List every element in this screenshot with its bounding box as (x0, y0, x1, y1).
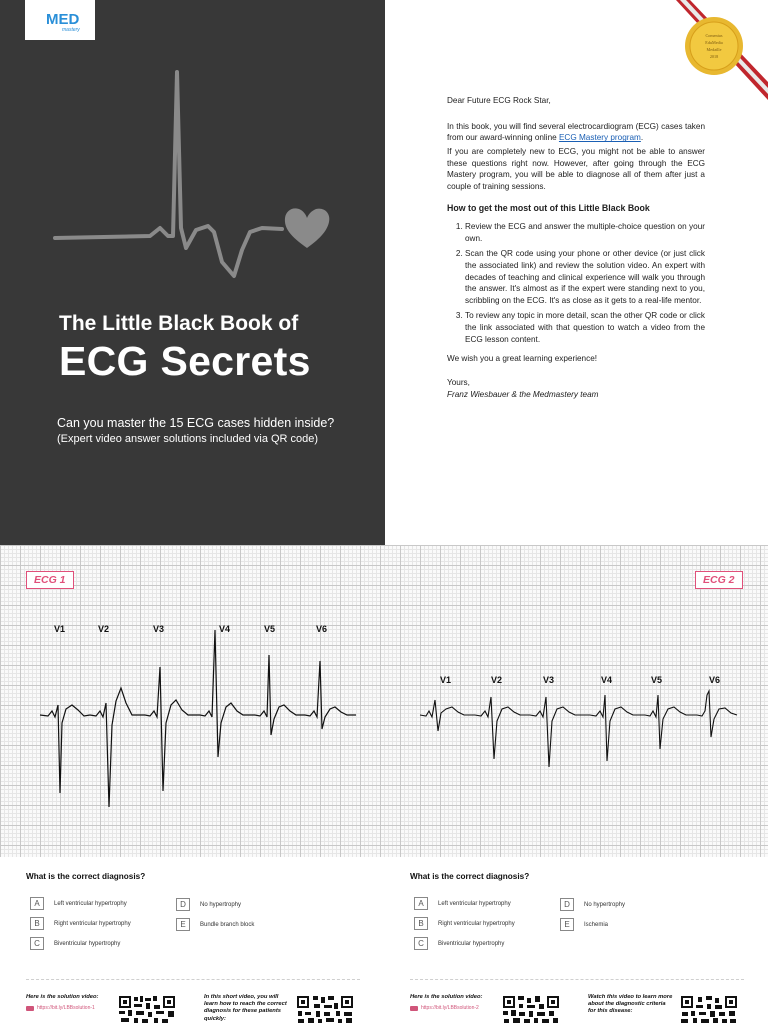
divider (410, 979, 744, 980)
ecg1-lead-label: V3 (153, 624, 165, 634)
option-text: Left ventricular hypertrophy (54, 900, 127, 907)
q2-video-text: Watch this video to learn more about the diagnostic criteria for this disease: (588, 994, 673, 1015)
divider (26, 979, 360, 980)
ecg2-lead-label: V3 (543, 675, 555, 685)
option-text: Left ventricular hypertrophy (438, 900, 511, 907)
steps-list (447, 221, 705, 345)
ecg1-lead-label: V1 (54, 624, 66, 634)
link-text: https://bit.ly/LBBsolution-1 (37, 1005, 95, 1011)
q2-option-d[interactable] (560, 898, 625, 911)
step-item: 3. To review any topic in more detail, scan the other QR code or click the link associated with that question to watch a video from the ECG lesson content. (465, 310, 705, 345)
ecg-traces (0, 545, 768, 857)
letter-text: In this book, you will find several electrocardiogram (ECG) cases taken from our award-winning online (447, 121, 705, 143)
medal-text: Comenius (705, 33, 723, 38)
q1-solution-link[interactable] (26, 1005, 95, 1011)
ecg1-lead-v6 (305, 661, 356, 729)
medal-text: 2018 (709, 54, 719, 59)
option-letter: C (30, 937, 44, 950)
ecg1-lead-label: V5 (264, 624, 276, 634)
option-letter: B (414, 917, 428, 930)
option-text: Biventricular hypertrophy (438, 940, 505, 947)
step-item: 1. Review the ECG and answer the multiple-choice question on your own. (465, 221, 705, 244)
q2-option-e[interactable] (560, 918, 608, 931)
ecg-mastery-link[interactable]: ECG Mastery program (558, 133, 641, 143)
option-text: No hypertrophy (200, 901, 242, 908)
cover-question: Can you master the 15 ECG cases hidden inside? (57, 416, 335, 430)
ecg1-label: ECG 1 (26, 571, 74, 589)
option-letter: D (560, 898, 574, 911)
ecg1-lead-v1 (40, 705, 90, 793)
option-text: Biventricular hypertrophy (54, 940, 121, 947)
letter-closing: We wish you a great learning experience! (447, 354, 598, 364)
option-text: Right ventricular hypertrophy (54, 920, 131, 927)
letter-text: . (640, 133, 644, 143)
qr-code-icon[interactable] (296, 995, 354, 1024)
ecg1-lead-v2 (90, 688, 145, 807)
ecg1-lead-v4 (200, 630, 255, 757)
ecg1-lead-v5 (255, 655, 305, 735)
medal-text: EduMedia (705, 40, 723, 45)
cover-subtitle: The Little Black Book of (59, 312, 299, 335)
option-letter: E (560, 918, 574, 931)
q1-solution-label: Here is the solution video: (26, 994, 99, 1000)
option-letter: E (176, 918, 190, 931)
cover-title: ECG Secrets (59, 338, 311, 384)
ecg1-lead-v3 (145, 667, 200, 791)
q2-solution-label: Here is the solution video: (410, 994, 483, 1000)
ecg1-lead-label: V6 (316, 624, 328, 634)
cover-note: (Expert video answer solutions included via QR code) (57, 433, 319, 445)
ecg2-lead-label: V6 (709, 675, 721, 685)
option-letter: A (30, 897, 44, 910)
q2-title: What is the correct diagnosis? (410, 872, 530, 881)
q2-option-c[interactable] (414, 937, 504, 950)
option-text: Right ventricular hypertrophy (438, 920, 515, 927)
q1-option-a[interactable] (30, 897, 127, 910)
heart-icon (285, 208, 329, 248)
letter-paragraph: If you are completely new to ECG, you might not be able to answer these questions right now. However, after going through the ECG Mastery program, you will be able to diagnose all of them after just a couple of training sessions. (447, 146, 705, 191)
ecg2-lead-v4 (590, 695, 645, 761)
option-letter: A (414, 897, 428, 910)
letter-yours: Yours, (447, 378, 470, 388)
option-letter: D (176, 898, 190, 911)
ecg1-lead-label: V4 (219, 624, 231, 634)
book-cover (0, 0, 385, 545)
ecg2-lead-label: V2 (491, 675, 503, 685)
qr-code-icon[interactable] (680, 995, 738, 1024)
ecg2-label: ECG 2 (695, 571, 743, 589)
link-text: https://bit.ly/LBBsolution-2 (421, 1005, 479, 1011)
q1-video-text: In this short video, you will learn how to reach the correct diagnosis for these patients quickly: (204, 994, 287, 1022)
q2-option-b[interactable] (414, 917, 515, 930)
medal-text: Medaille (706, 47, 722, 52)
letter-paragraph (447, 121, 705, 144)
ecg2-lead-label: V1 (440, 675, 452, 685)
option-text: Ischemia (584, 921, 609, 928)
step-item: 2. Scan the QR code using your phone or other device (or just click the associated link) and review the solution video. An expert with decades of teaching and clinical experience will walk you through the answer. It's almost as if the expert were standing next to you, scribbling on the ECG. It's as close as it gets to a real-life mentor. (465, 248, 705, 306)
option-letter: B (30, 917, 44, 930)
q1-option-d[interactable] (176, 898, 241, 911)
q1-title: What is the correct diagnosis? (26, 872, 146, 881)
medmastery-logo[interactable] (25, 0, 95, 40)
video-camera-icon (410, 1006, 418, 1011)
intro-letter (447, 95, 705, 406)
option-text: Bundle branch block (200, 921, 255, 928)
q2-solution-link[interactable] (410, 1005, 479, 1011)
ecg2-lead-label: V4 (601, 675, 613, 685)
ecg-heart-illustration (0, 0, 385, 300)
ecg1-lead-label: V2 (98, 624, 110, 634)
ecg2-lead-v5 (645, 695, 697, 749)
ecg2-lead-v1 (420, 700, 475, 731)
svg-text:mastery: mastery (62, 27, 80, 33)
q1-option-e[interactable] (176, 918, 254, 931)
qr-code-icon[interactable] (118, 995, 176, 1024)
video-camera-icon (26, 1006, 34, 1011)
q1-option-b[interactable] (30, 917, 131, 930)
svg-text:MED: MED (46, 11, 80, 28)
award-medal (658, 0, 768, 110)
ecg2-lead-v3 (530, 697, 590, 767)
ecg2-lead-label: V5 (651, 675, 663, 685)
q2-option-a[interactable] (414, 897, 511, 910)
ecg2-lead-v2 (475, 697, 530, 759)
qr-code-icon[interactable] (502, 995, 560, 1024)
letter-signature: Franz Wiesbauer & the Medmastery team (447, 389, 599, 399)
letter-greeting: Dear Future ECG Rock Star, (447, 96, 551, 105)
ecg2-lead-v6 (697, 691, 737, 737)
option-letter: C (414, 937, 428, 950)
letter-heading: How to get the most out of this Little Black Book (447, 203, 650, 214)
q1-option-c[interactable] (30, 937, 120, 950)
option-text: No hypertrophy (584, 901, 626, 908)
